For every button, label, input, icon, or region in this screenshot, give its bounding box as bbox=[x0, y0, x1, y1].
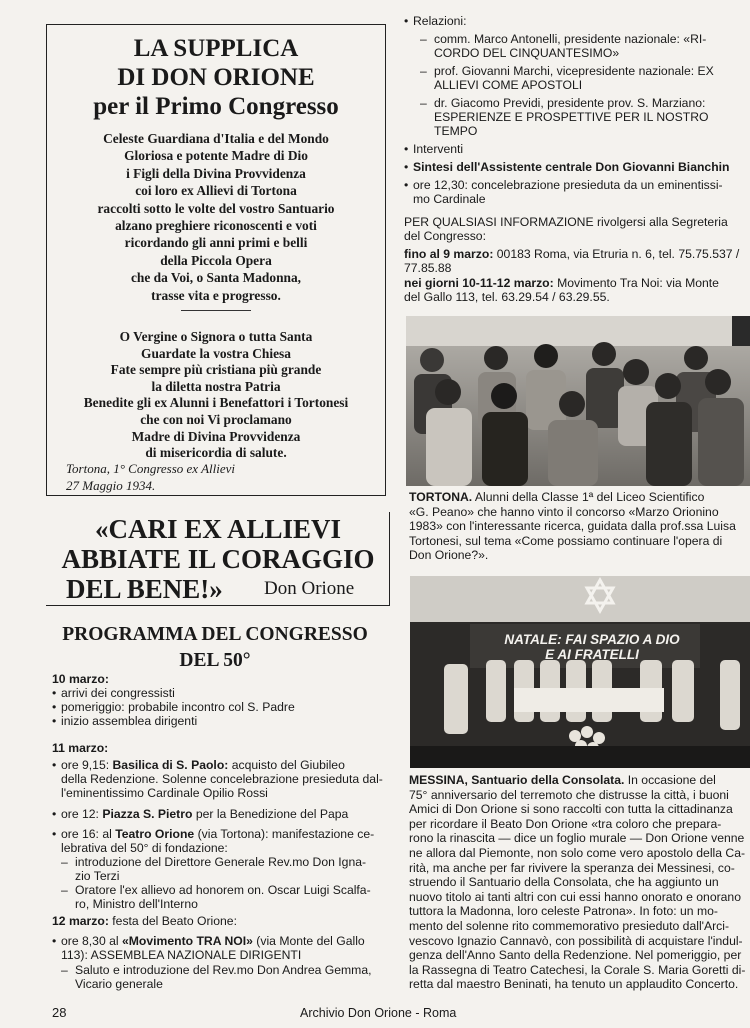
list-item: • ore 12: Piazza S. Pietro per la Benedizione del Papa bbox=[52, 807, 349, 821]
list-item: • ore 12,30: concelebrazione presieduta da un eminentissi- bbox=[404, 178, 723, 192]
list-item: • Sintesi dell'Assistente centrale Don Giovanni Bianchin bbox=[404, 160, 730, 174]
day-date: 11 marzo: bbox=[52, 741, 109, 755]
prayer-line: i Figli della Divina Provvidenza bbox=[126, 165, 306, 181]
list-item: • Relazioni: bbox=[404, 14, 467, 28]
item-text: inizio assemblea dirigenti bbox=[61, 714, 198, 728]
caption-line: Tortonesi, sul tema «Come possiamo continuare l'opera di bbox=[409, 533, 723, 548]
messina-photo bbox=[410, 576, 750, 768]
item-text: arrivi dei congressisti bbox=[61, 686, 175, 700]
caption-line: TORTONA. Alunni della Classe 1ª del Liceo Scientifico bbox=[409, 490, 705, 504]
list-item: • ore 8,30 al «Movimento TRA NOI» (via Monte del Gallo bbox=[52, 934, 365, 948]
prayer-line: coi loro ex Allievi di Tortona bbox=[135, 183, 297, 199]
prayer-stanza-2 bbox=[46, 329, 386, 462]
prayer-stanza-1 bbox=[46, 130, 386, 304]
prayer-line: ricordando gli anni primi e belli bbox=[124, 235, 308, 251]
caption-line: per ricordare il Beato Don Orione «tra coloro che prepara- bbox=[409, 816, 722, 831]
caption-line: ne allora dal Piemonte, non solo come vero apostolo della Ca- bbox=[409, 846, 746, 860]
prayer-line: che da Voi, o Santa Madonna, bbox=[130, 270, 302, 286]
tortona-caption bbox=[409, 490, 749, 566]
prayer-line: che con noi Vi proclamano bbox=[140, 411, 292, 427]
supplica-caption bbox=[66, 460, 376, 494]
ceremony-photo-image bbox=[410, 576, 750, 768]
page-number: 28 bbox=[52, 1005, 67, 1020]
title-line: LA SUPPLICA bbox=[133, 35, 299, 62]
info-text: PER QUALSIASI INFORMAZIONE rivolgersi alla Segreteria bbox=[404, 215, 728, 229]
info-line: fino al 9 marzo: 00183 Roma, via Etruria n. 6, tel. 75.75.537 / bbox=[404, 247, 740, 261]
sub-item: – comm. Marco Antonelli, presidente nazionale: «RI- bbox=[420, 32, 707, 46]
caption-line: vescovo Ignazio Cannavò, con possibilità di acquistare l'indul- bbox=[409, 933, 743, 948]
title-line: per il Primo Congresso bbox=[93, 93, 339, 120]
prayer-line: Fate sempre più cristiana più grande bbox=[110, 362, 322, 378]
item-continuation: 113): ASSEMBLEA NAZIONALE DIRIGENTI bbox=[61, 948, 302, 962]
messina-caption bbox=[409, 773, 749, 998]
archive-watermark: Archivio Don Orione - Roma bbox=[300, 1006, 457, 1020]
programma-body bbox=[52, 672, 392, 1002]
tortona-photo bbox=[406, 316, 750, 486]
caption-line: genza dell'Anno Santo della Redenzione. Nel pomeriggio, per bbox=[409, 948, 742, 963]
quote-line: DEL BENE!» bbox=[66, 574, 223, 604]
sub-item: – introduzione del Direttore Generale Rev.mo Don Igna- bbox=[61, 855, 367, 869]
sub-item: – Saluto e introduzione del Rev.mo Don Andrea Gemma, bbox=[61, 963, 372, 977]
caption-line: mento del solenne rito commemorativo presieduto dall'Arci- bbox=[409, 919, 730, 933]
info-line: nei giorni 10-11-12 marzo: Movimento Tra Noi: via Monte bbox=[404, 276, 719, 290]
list-item: • pomeriggio: probabile incontro col S. Padre bbox=[52, 700, 295, 714]
caption-line: retta dal maestro Beninati, ha tenuto un applaudito Concerto. bbox=[409, 977, 739, 992]
title-line: DI DON ORIONE bbox=[117, 64, 315, 91]
list-item: • ore 16: al Teatro Orione (via Tortona): manifestazione ce- bbox=[52, 827, 375, 841]
banner-line: E AI FRATELLI bbox=[545, 647, 639, 662]
info-text: del Congresso: bbox=[404, 229, 486, 243]
title-line: PROGRAMMA DEL CONGRESSO bbox=[62, 624, 368, 645]
prayer-line: di misericordia di salute. bbox=[145, 445, 287, 461]
supplica-title bbox=[46, 34, 386, 121]
quote-author: Don Orione bbox=[264, 578, 355, 599]
prayer-line: alzano preghiere riconoscenti e voti bbox=[115, 218, 317, 234]
caption-line: tuttora la Madonna, loro celeste Patrona». In foto: un mo- bbox=[409, 904, 718, 919]
programma-title bbox=[40, 622, 390, 674]
info-text: del Gallo 113, tel. 63.29.54 / 63.29.55. bbox=[404, 290, 610, 304]
christmas-banner bbox=[482, 632, 702, 662]
caption-line: Amici di Don Orione si sono raccolti con tutta la cittadinanza bbox=[409, 802, 733, 817]
day-date: 12 marzo: bbox=[52, 914, 109, 928]
divider bbox=[181, 310, 251, 311]
item-continuation: ESPERIENZE E PROSPETTIVE PER IL NOSTRO bbox=[434, 110, 709, 124]
prayer-line: raccolti sotto le volte del vostro Santuario bbox=[97, 200, 335, 216]
banner-line: NATALE: FAI SPAZIO A DIO bbox=[504, 632, 680, 647]
caption-line: nuovo titolo ai tanti altri con cui essi hanno onorato e onorano bbox=[409, 889, 741, 904]
group-photo-image bbox=[406, 316, 750, 486]
item-continuation: TEMPO bbox=[434, 124, 478, 138]
prayer-line: trasse vita e progresso. bbox=[151, 287, 281, 303]
prayer-line: la diletta nostra Patria bbox=[151, 378, 281, 394]
item-continuation: ALLIEVI COME APOSTOLI bbox=[434, 78, 583, 92]
info-text: 77.85.88 bbox=[404, 261, 452, 275]
caption-line: Don Orione?». bbox=[409, 548, 489, 563]
prayer-line: Celeste Guardiana d'Italia e del Mondo bbox=[103, 131, 329, 146]
caption-line: Tortona, 1° Congresso ex Allievi bbox=[66, 461, 236, 476]
item-continuation: CORDO DEL CINQUANTESIMO» bbox=[434, 46, 620, 60]
caption-line: struendo il Santuario della Consolata, che ha aggiunto un bbox=[409, 875, 719, 890]
item-text: pomeriggio: probabile incontro col S. Padre bbox=[61, 700, 295, 714]
relazioni-section bbox=[404, 14, 744, 304]
caption-line: MESSINA, Santuario della Consolata. In occasione del bbox=[409, 773, 716, 787]
item-continuation: mo Cardinale bbox=[413, 192, 486, 206]
item-continuation: lebrativa del 50° di fondazione: bbox=[61, 841, 228, 855]
item-continuation: ro, Ministro dell'Interno bbox=[75, 897, 198, 911]
sub-item: – dr. Giacomo Previdi, presidente prov. S. Marziano: bbox=[420, 96, 706, 110]
list-item: • arrivi dei congressisti bbox=[52, 686, 175, 700]
list-item: • ore 9,15: Basilica di S. Paolo: acquisto del Giubileo bbox=[52, 758, 345, 772]
prayer-line: della Piccola Opera bbox=[160, 252, 272, 268]
prayer-line: Benedite gli ex Alunni i Benefattori i Tortonesi bbox=[83, 395, 349, 411]
day-date: 10 marzo: bbox=[52, 672, 109, 686]
caption-line: 75° anniversario del terremoto che distrusse la città, i buoni bbox=[409, 787, 729, 802]
caption-line: 27 Maggio 1934. bbox=[66, 478, 156, 493]
quote-line: ABBIATE IL CORAGGIO bbox=[61, 544, 375, 574]
prayer-line: Guardate la vostra Chiesa bbox=[141, 345, 291, 361]
prayer-line: Madre di Divina Provvidenza bbox=[131, 428, 301, 444]
item-continuation: l'eminentissimo Cardinale Opilio Rossi bbox=[61, 786, 268, 800]
item-continuation: Vicario generale bbox=[75, 977, 163, 991]
caption-line: 1983» con l'interessante ricerca, guidata dalla prof.ssa Luisa bbox=[409, 519, 736, 534]
day-header: 12 marzo: festa del Beato Orione: bbox=[52, 914, 237, 928]
item-continuation: della Redenzione. Solenne concelebrazione presieduta dal- bbox=[61, 772, 383, 786]
prayer-line: Gloriosa e potente Madre di Dio bbox=[124, 148, 308, 164]
caption-line: la Rassegna di Teatro Catechesi, la Corale S. Maria Goretti di- bbox=[409, 962, 746, 977]
item-continuation: zio Terzi bbox=[75, 869, 120, 883]
list-item: • Interventi bbox=[404, 142, 464, 156]
quote-line: «CARI EX ALLIEVI bbox=[94, 514, 342, 544]
title-line: DEL 50° bbox=[179, 650, 251, 671]
sub-item: – Oratore l'ex allievo ad honorem on. Oscar Luigi Scalfa- bbox=[61, 883, 371, 897]
caption-line: «G. Peano» che hanno vinto il concorso «Marzo Orionino bbox=[409, 504, 719, 519]
caption-line: rità, ma anche per far rivivere la speranza dei Messinesi, co- bbox=[409, 860, 735, 875]
sub-item: – prof. Giovanni Marchi, vicepresidente nazionale: EX bbox=[420, 64, 714, 78]
prayer-line: O Vergine o Signora o tutta Santa bbox=[119, 329, 313, 344]
list-item: • inizio assemblea dirigenti bbox=[52, 714, 198, 728]
caption-line: rono la rinascita — dice un foglio murale — Don Orione venne bbox=[409, 831, 745, 846]
